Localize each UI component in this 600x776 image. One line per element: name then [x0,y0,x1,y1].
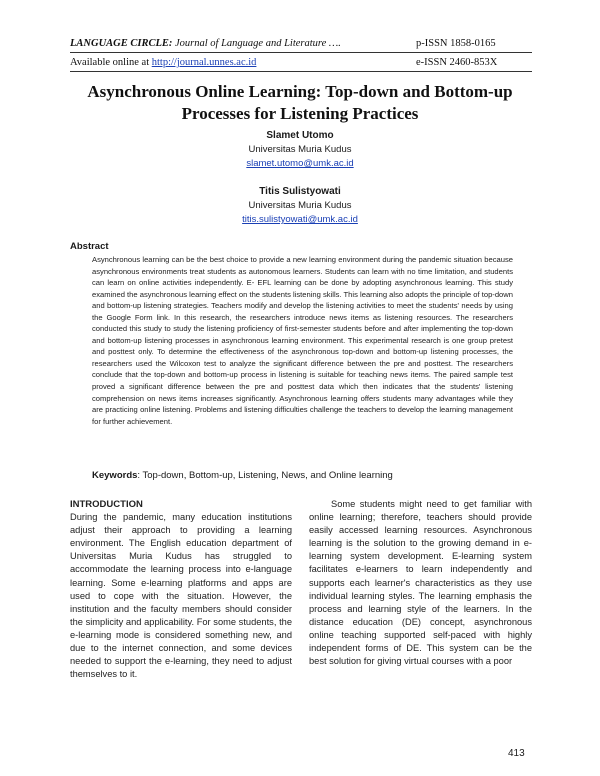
available-online: Available online at http://journal.unnes.ac.id [70,57,257,68]
header-rule [70,52,532,53]
author-name: Slamet Utomo [266,130,334,141]
right-column [309,498,532,668]
author-affiliation: Universitas Muria Kudus [248,144,352,155]
author-affiliation: Universitas Muria Kudus [248,200,352,211]
keywords [92,470,393,481]
paper-title: Asynchronous Online Learning: Top-down and Bottom-up Processes for Listening Practices [87,82,513,123]
right-column-text: Some students might need to get familiar with online learning; therefore, teachers should provide easily accessed learning resources. Asynchronous learning is the solution to the growing demand in e-learning system development. E-learning system facilitates e-learners to learn independently and supports each learner's characteristics as they use individual learning styles. The learning emphasis the process and learning style of the learners. In the distance education (DE) concept, asynchronous online teaching supported self-paced with highly independent forms of DE. This system can be the best solution for giving virtual courses with a poor [309,499,532,667]
section-heading-introduction: INTRODUCTION [70,499,143,510]
author-2 [0,185,600,227]
journal-name: LANGUAGE CIRCLE: Journal of Language and Literature …. [70,38,341,49]
abstract-text: Asynchronous learning can be the best choice to provide a new learning environment during the pandemic situation because asynchronous environments treat students as autonomous learners. Students can learn with no time limitation, and students can learn on online activities independently. E- EFL learning can be done by adopting asynchronous learning. This study examined the asynchronous learning effect on the students listening skills. This learning also adopts the principle of top-down and bottom-up listening strategies. Teachers modify and develop the listening activities to meet the students' needs by using the Google Form link. In this research, the researchers introduce news items as listening resources. The researchers conducted this study to study the listening proficiency of first-semester students before and after implementing the top-down and bottom-up listening processes in asynchronous learning environment. This experimental research is one group pretest and posttest only. To determine the effectiveness of the asynchronous top-down and bottom-up listening processes, the researchers used the Wilcoxon test to analyze the significant difference between the pre and posttest. The researchers conclude that the top-down and bottom-up process in listening is suitable for teaching news items. The paired sample test proved a significant difference between the pre and posttest data which then indicates that the students' listening comprehension on news items increases significantly. Asynchronous learning offers students many advantages while they are practicing online listening. Problems and listening difficulties challenge the teachers to develop the learning management for further achievement. [92,255,513,426]
author-email-link[interactable]: titis.sulistyowati@umk.ac.id [242,214,358,225]
page-number: 413 [508,748,525,759]
p-issn: p-ISSN 1858-0165 [416,38,496,49]
keywords-label: Keywords [92,470,138,481]
author-1 [0,129,600,171]
abstract-heading: Abstract [70,241,109,252]
author-name: Titis Sulistyowati [259,186,341,197]
journal-url-link[interactable]: http://journal.unnes.ac.id [151,57,257,68]
e-issn: e-ISSN 2460-853X [416,57,498,68]
keywords-list: : Top-down, Bottom-up, Listening, News, and Online learning [137,470,393,481]
left-column [70,498,292,681]
header-rule-2 [70,71,532,72]
author-email-link[interactable]: slamet.utomo@umk.ac.id [246,158,354,169]
left-column-text: During the pandemic, many education institutions adjust their approach to providing a learning environment. The English education department of Universitas Muria Kudus has struggled to accommodate the learning process into e-language learning. Some e-learning platforms and apps are used to cope with the situation. However, the institution and the faculty members should consider the simplicity and applicability. For some students, the e-learning mode is considered something new, and due to the internet connection, and some devices needed to support the e-learning, they need to adjust themselves to it. [70,512,292,680]
